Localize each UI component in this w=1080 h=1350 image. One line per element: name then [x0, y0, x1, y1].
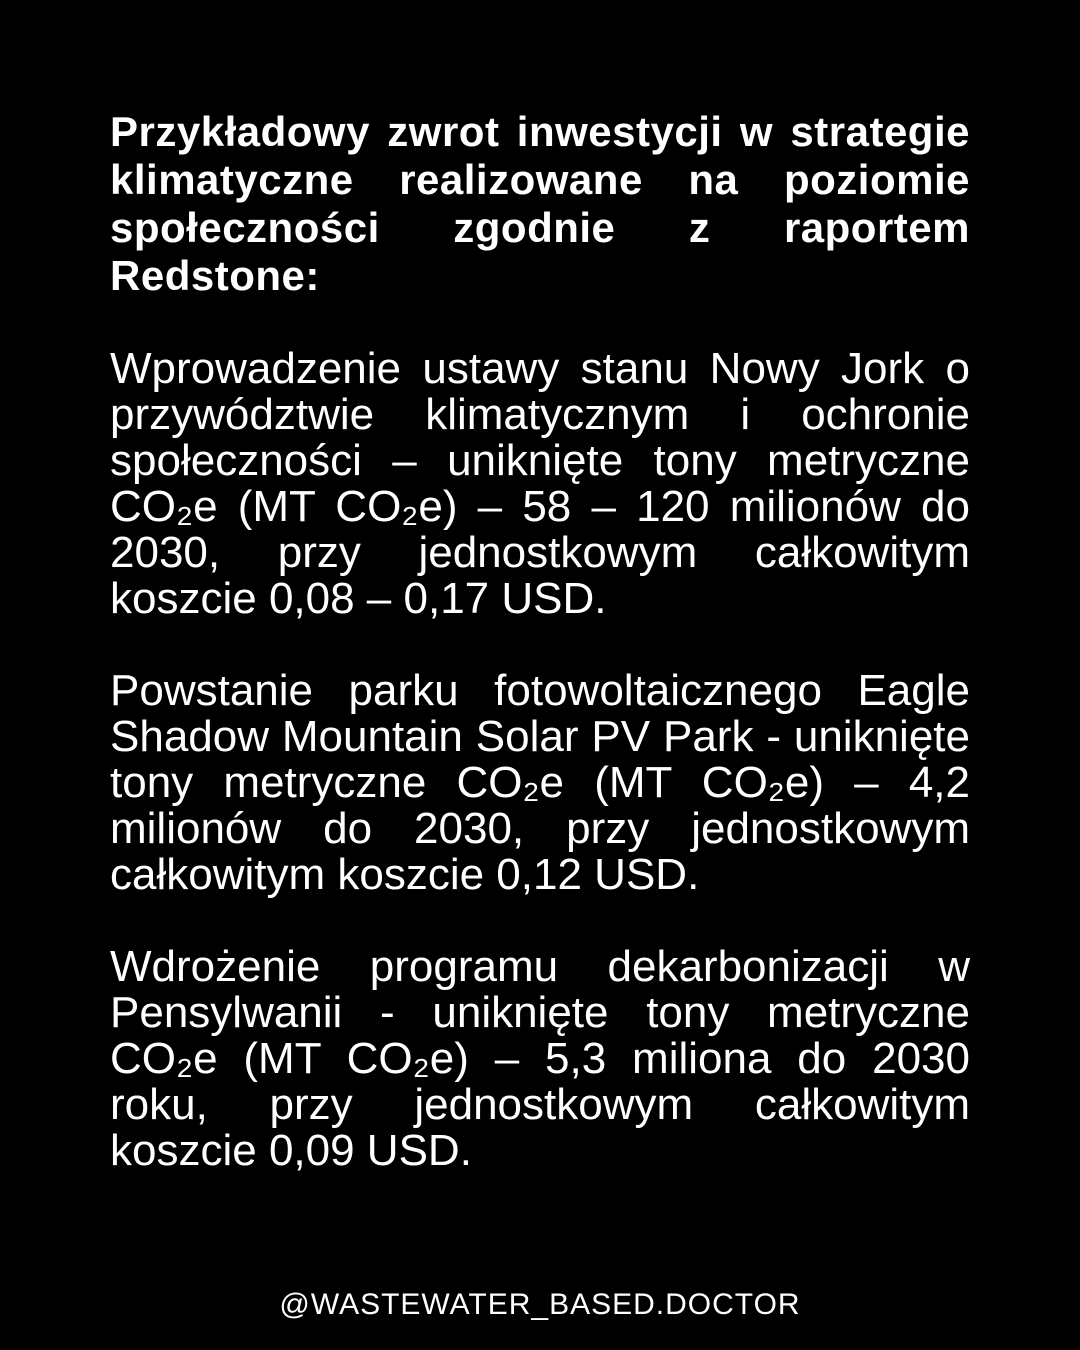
post-heading: Przykładowy zwrot inwestycji w strategie klimatyczne realizowane na poziomie społeczności zgodnie z raportem Redstone:	[110, 108, 970, 299]
paragraph-ny-climate-act: Wprowadzenie ustawy stanu Nowy Jork o przywództwie klimatycznym i ochronie społeczności – uniknięte tony metryczne CO₂e (MT CO₂e) – 58 – 120 milionów do 2030, przy jednostkowym całkowitym koszcie 0,08 – 0,17 USD.	[110, 344, 970, 623]
account-handle: @WASTEWATER_BASED.DOCTOR	[279, 1288, 801, 1321]
post-content	[110, 108, 970, 1220]
paragraph-eagle-shadow-solar: Powstanie parku fotowoltaicznego Eagle Shadow Mountain Solar PV Park - uniknięte tony metryczne CO₂e (MT CO₂e) – 4,2 milionów do 2030, przy jednostkowym całkowitym koszcie 0,12 USD.	[110, 666, 970, 899]
paragraph-pennsylvania-decarbonization: Wdrożenie programu dekarbonizacji w Pensylwanii - uniknięte tony metryczne CO₂e (MT CO₂e) – 5,3 miliona do 2030 roku, przy jednostkowym całkowitym koszcie 0,09 USD.	[110, 942, 970, 1175]
